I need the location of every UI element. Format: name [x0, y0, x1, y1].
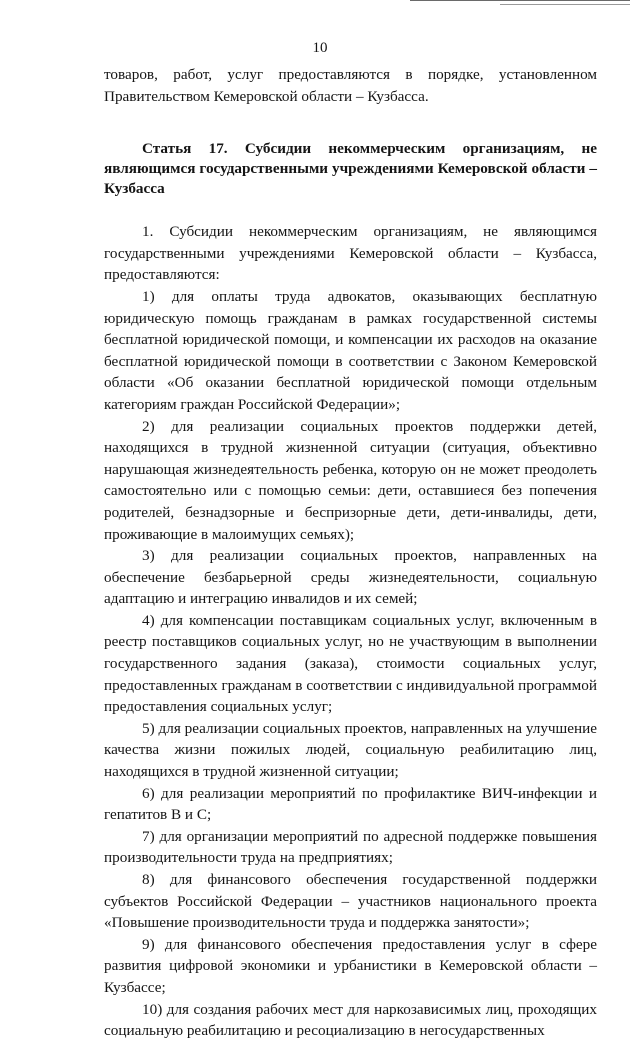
- list-item-9: 9) для финансового обеспечения предоставления услуг в сфере развития цифровой экономики и урбанистики в Кемеровской области – Кузбассе;: [104, 935, 597, 996]
- scan-top-edge-line: [410, 0, 630, 1]
- list-item-3: 3) для реализации социальных проектов, направленных на обеспечение безбарьерной среды жизнедеятельности, социальную адаптацию и интеграцию инвалидов и их семей;: [104, 547, 597, 608]
- list-item-10: 10) для создания рабочих мест для наркозависимых лиц, проходящих социальную реабилитацию и ресоциализацию в негосударственных: [104, 1000, 597, 1040]
- list-item-8: 8) для финансового обеспечения государственной поддержки субъектов Российской Федерации – участников национального проекта «Повышение производительности труда и поддержка занятости»;: [104, 871, 597, 932]
- list-item-6: 6) для реализации мероприятий по профилактике ВИЧ-инфекции и гепатитов В и С;: [104, 784, 597, 824]
- document-body: [104, 64, 597, 1042]
- paragraph-1: 1. Субсидии некоммерческим организациям, не являющимся государственными учреждениями Кемеровской области – Кузбасса, предоставляются:: [104, 223, 597, 284]
- scan-top-edge-line-secondary: [500, 4, 630, 5]
- list-item-5: 5) для реализации социальных проектов, направленных на улучшение качества жизни пожилых людей, социальную реабилитацию лиц, находящихся в трудной жизненной ситуации;: [104, 719, 597, 781]
- list-item-4: 4) для компенсации поставщикам социальных услуг, включенным в реестр поставщиков социальных услуг, но не участвующим в выполнении государственного задания (заказа), стоимости социальных услуг, предоставленных гражданам в соответствии с индивидуальной программой предоставления социальных услуг;: [104, 611, 597, 716]
- page-number: 10: [312, 40, 328, 56]
- list-item-1: 1) для оплаты труда адвокатов, оказывающих бесплатную юридическую помощь гражданам в рамках государственной системы бесплатной юридической помощи, и компенсации их расходов на оказание бесплатной юридической помощи в соответствии с Законом Кемеровской области «Об оказании бесплатной юридической помощи отдельным категориям граждан Российской Федерации»;: [104, 287, 597, 413]
- article-title: Статья 17. Субсидии некоммерческим организациям, не являющимся государственными учреждениями Кемеровской области – Кузбасса: [104, 140, 597, 198]
- list-item-2: 2) для реализации социальных проектов поддержки детей, находящихся в трудной жизненной ситуации (ситуация, объективно нарушающая жизнедеятельность ребенка, которую он не может преодолеть самостоятельно или с помощью семьи: дети, оставшиеся без попечения родителей, безнадзорные и беспризорные дети, дети-инвалиды, дети, проживающие в малоимущих семьях);: [104, 417, 597, 543]
- intro-paragraph: товаров, работ, услуг предоставляются в порядке, установленном Правительством Кемеровской области – Кузбасса.: [104, 66, 597, 105]
- list-item-7: 7) для организации мероприятий по адресной поддержке повышения производительности труда на предприятиях;: [104, 827, 597, 867]
